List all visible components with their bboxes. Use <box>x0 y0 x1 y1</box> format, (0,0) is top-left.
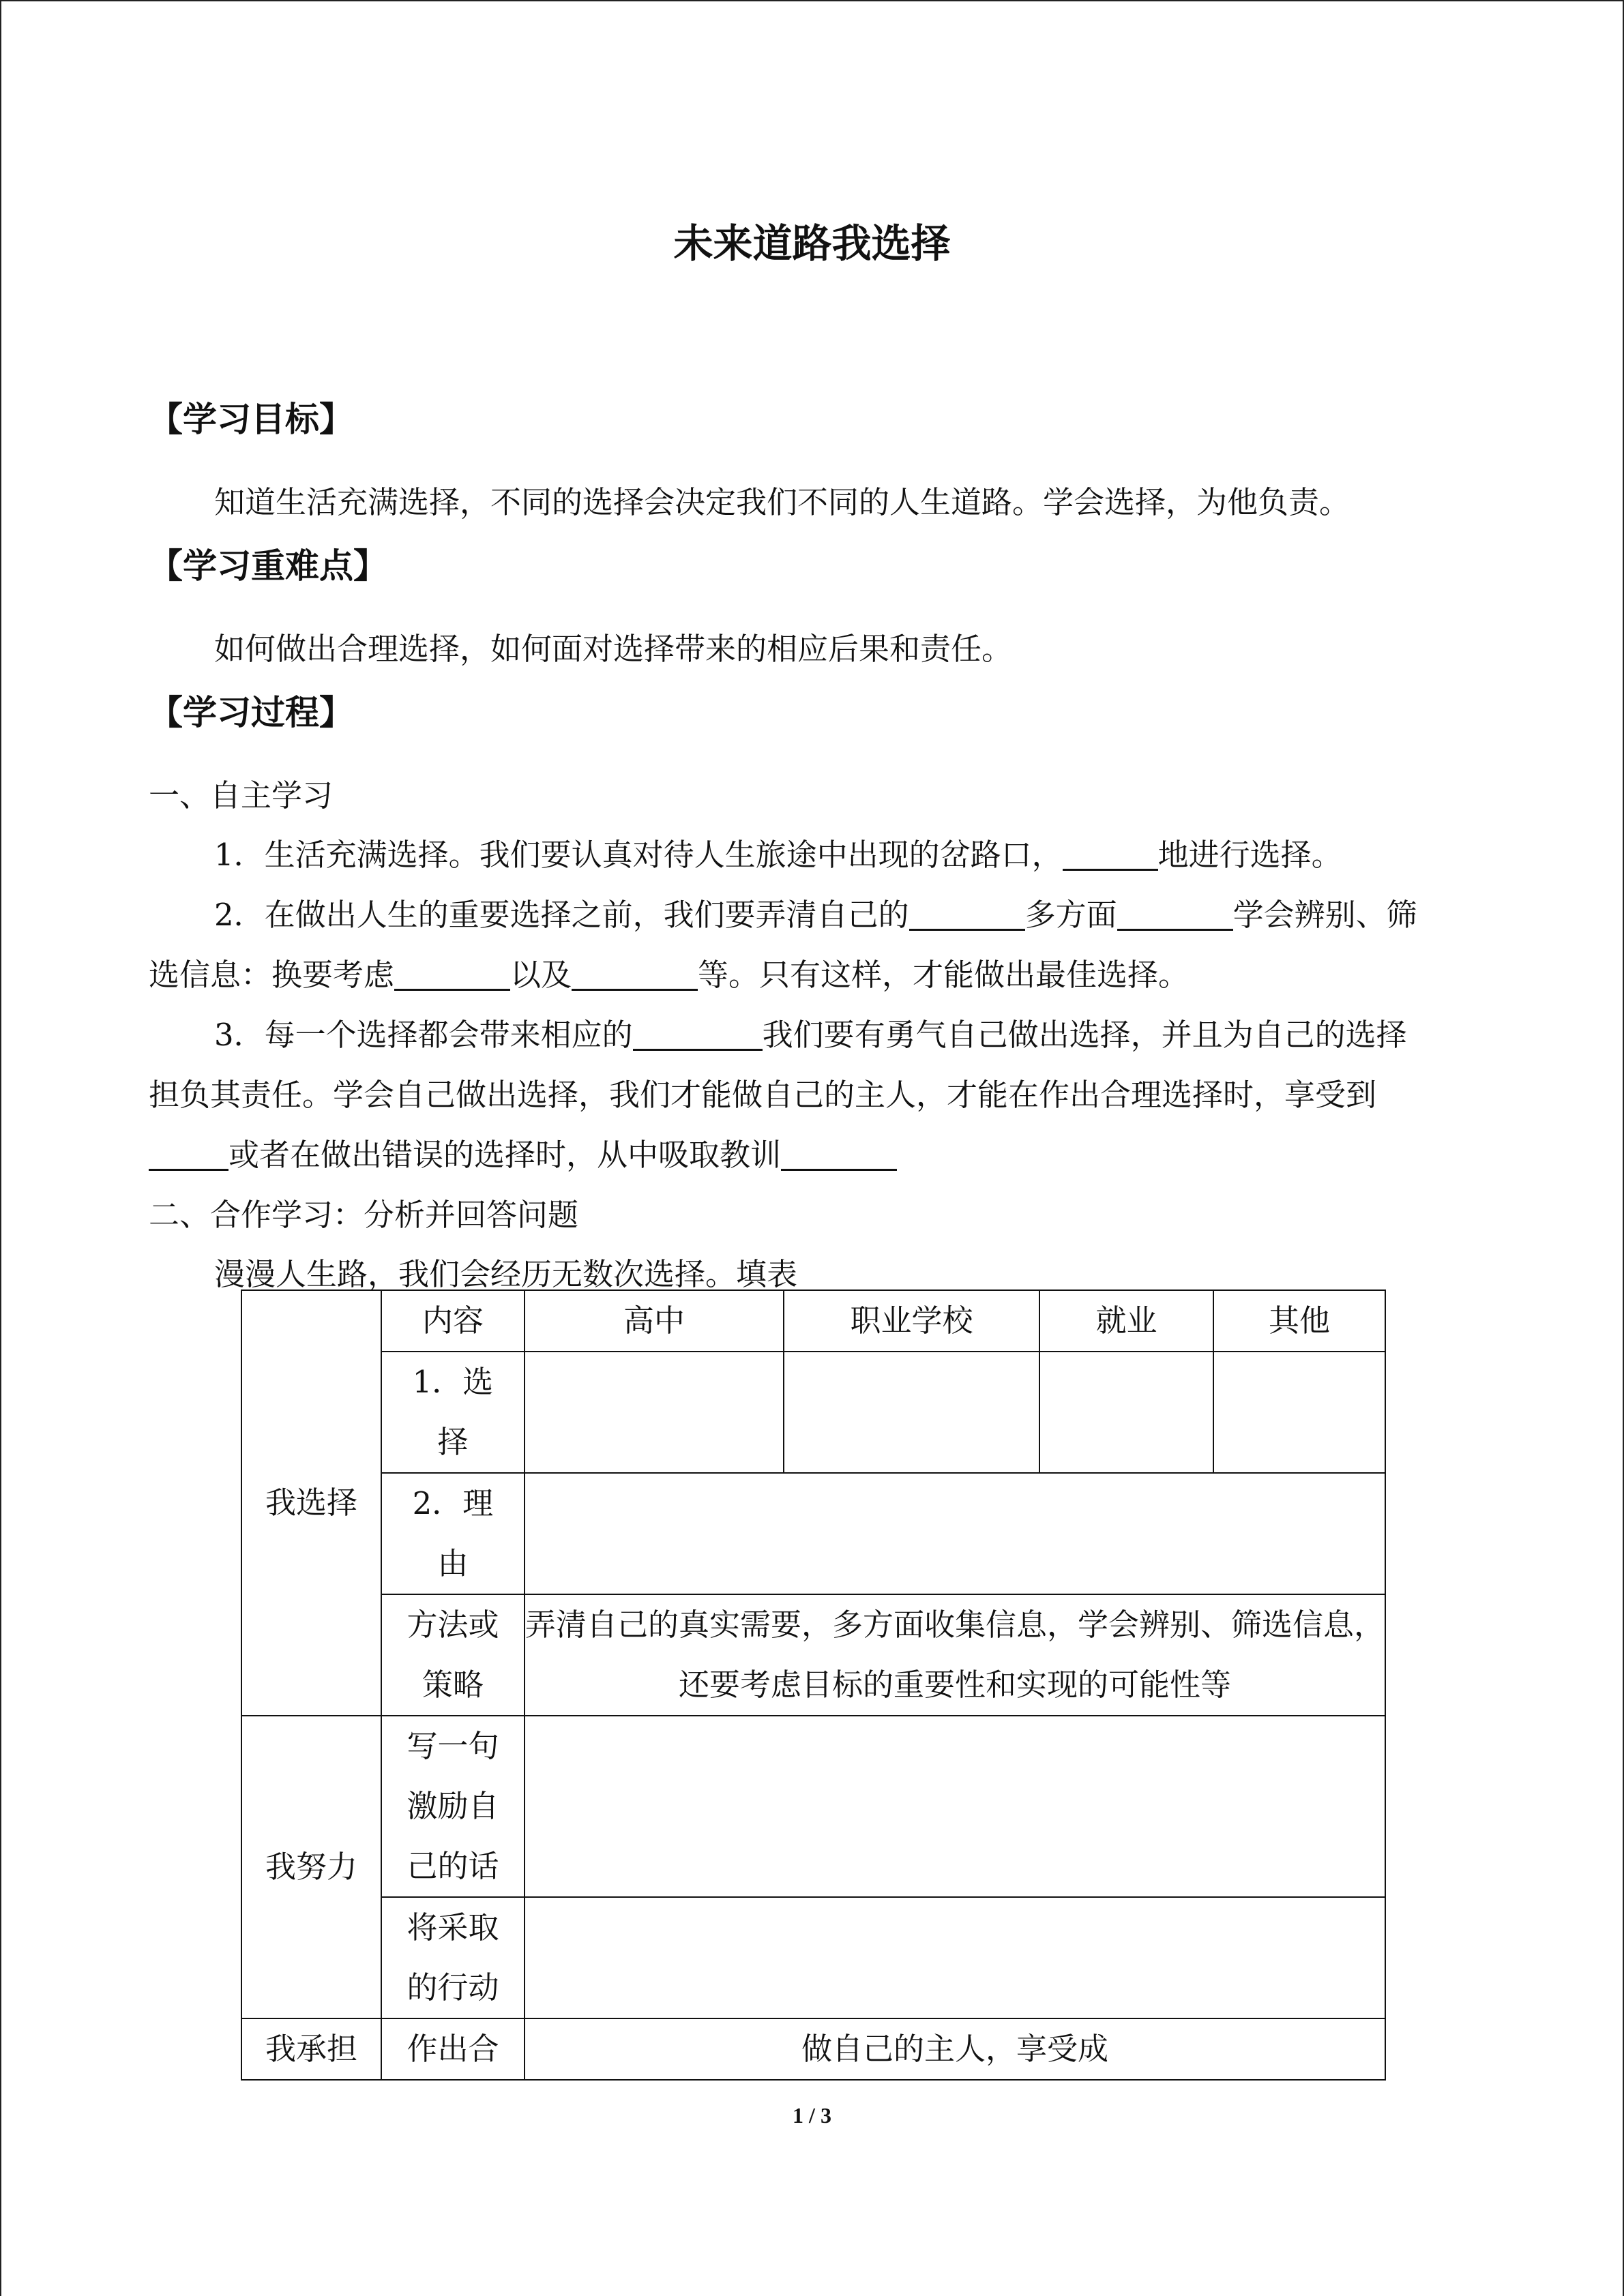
header-cell: 高中 <box>525 1290 784 1352</box>
group-cell-bear: 我承担 <box>241 2018 381 2080</box>
row-label-choice <box>381 1352 525 1473</box>
answer-cell[interactable] <box>525 1716 1385 1897</box>
answer-cell[interactable] <box>1039 1352 1213 1473</box>
item3-line3 <box>149 1130 897 1174</box>
method-text: 弄清自己的真实需要，多方面收集信息，学会辨别、筛选信息，还要考虑目标的重要性和实现的可能性等 <box>525 1594 1385 1716</box>
fill-blank[interactable] <box>1063 835 1158 871</box>
process-heading: 【学习过程】 <box>149 693 353 732</box>
answer-cell[interactable] <box>525 1352 784 1473</box>
page-border-top <box>0 0 1624 1</box>
answer-cell[interactable] <box>525 1473 1385 1594</box>
row-label-text: 写一句激励自己的话 <box>407 1728 499 1884</box>
row-label-action <box>381 1897 525 2018</box>
header-cell: 就业 <box>1039 1290 1213 1352</box>
goal-text: 知道生活充满选择，不同的选择会决定我们不同的人生道路。学会选择，为他负责。 <box>214 484 1350 520</box>
item2-line2 <box>149 950 1189 994</box>
answer-cell[interactable] <box>784 1352 1039 1473</box>
fill-blank[interactable] <box>633 1015 763 1051</box>
item3-line1 <box>214 1010 1407 1054</box>
item1-text-a: 1．生活充满选择。我们要认真对待人生旅途中出现的岔路口， <box>214 837 1063 873</box>
row-label-text: 2．理由 <box>412 1485 494 1581</box>
fill-blank[interactable] <box>1117 895 1233 931</box>
item1-text-b: 地进行选择。 <box>1157 837 1342 873</box>
difficulty-heading: 【学习重难点】 <box>149 546 387 586</box>
fill-blank[interactable] <box>394 955 510 991</box>
table-row-method <box>241 1594 1385 1716</box>
header-cell: 其他 <box>1213 1290 1385 1352</box>
table-row-bear <box>241 2018 1385 2080</box>
item3-line2: 担负其责任。学会自己做出选择，我们才能做自己的主人，才能在作出合理选择时，享受到 <box>149 1077 1377 1113</box>
row-label-text: 将采取的行动 <box>407 1909 499 2006</box>
part1-heading: 一、自主学习 <box>149 777 334 814</box>
item1-line <box>214 830 1342 874</box>
table-row-action <box>241 1897 1385 2018</box>
row-label-text: 1．选择 <box>412 1364 494 1460</box>
table-header-row <box>241 1290 1385 1352</box>
choice-table <box>241 1289 1386 2081</box>
part2-intro: 漫漫人生路，我们会经历无数次选择。填表 <box>214 1256 798 1292</box>
bear-text: 做自己的主人，享受成 <box>525 2018 1385 2080</box>
page-title: 未来道路我选择 <box>673 220 951 267</box>
item2-text-f: 等。只有这样，才能做出最佳选择。 <box>698 957 1190 993</box>
difficulty-text: 如何做出合理选择，如何面对选择带来的相应后果和责任。 <box>214 631 1013 667</box>
table-row-reason <box>241 1473 1385 1594</box>
item2-text-b: 多方面 <box>1024 897 1117 933</box>
item3-text-b: 我们要有勇气自己做出选择，并且为自己的选择 <box>762 1017 1407 1053</box>
item3-text-a: 3．每一个选择都会带来相应的 <box>214 1017 633 1053</box>
item3-text-d: 或者在做出错误的选择时，从中吸取教训 <box>228 1137 782 1173</box>
item2-line1 <box>214 890 1417 934</box>
item2-text-d: 选信息：换要考虑 <box>149 957 395 993</box>
row-label-reason <box>381 1473 525 1594</box>
row-label-text: 方法或策略 <box>407 1607 499 1703</box>
fill-blank[interactable] <box>781 1135 897 1171</box>
fill-blank[interactable] <box>572 955 698 991</box>
item2-text-e: 以及 <box>510 957 572 993</box>
answer-cell[interactable] <box>1213 1352 1385 1473</box>
fill-blank[interactable] <box>909 895 1025 931</box>
table-row-motto <box>241 1716 1385 1897</box>
row-label-method <box>381 1594 525 1716</box>
header-cell: 内容 <box>381 1290 525 1352</box>
row-label-motto <box>381 1716 525 1897</box>
table-row-choice <box>241 1352 1385 1473</box>
page-border-left <box>0 0 1 2296</box>
item2-text-c: 学会辨别、筛 <box>1232 897 1417 933</box>
page-number: 1 / 3 <box>793 2103 831 2128</box>
row-label-bear: 作出合 <box>381 2018 525 2080</box>
group-cell-choose: 我选择 <box>241 1290 381 1716</box>
fill-blank[interactable] <box>149 1135 228 1171</box>
goal-heading: 【学习目标】 <box>149 400 353 439</box>
header-cell: 职业学校 <box>784 1290 1039 1352</box>
item2-text-a: 2．在做出人生的重要选择之前，我们要弄清自己的 <box>214 897 909 933</box>
group-cell-effort: 我努力 <box>241 1716 381 2018</box>
answer-cell[interactable] <box>525 1897 1385 2018</box>
part2-heading: 二、合作学习：分析并回答问题 <box>149 1197 579 1233</box>
